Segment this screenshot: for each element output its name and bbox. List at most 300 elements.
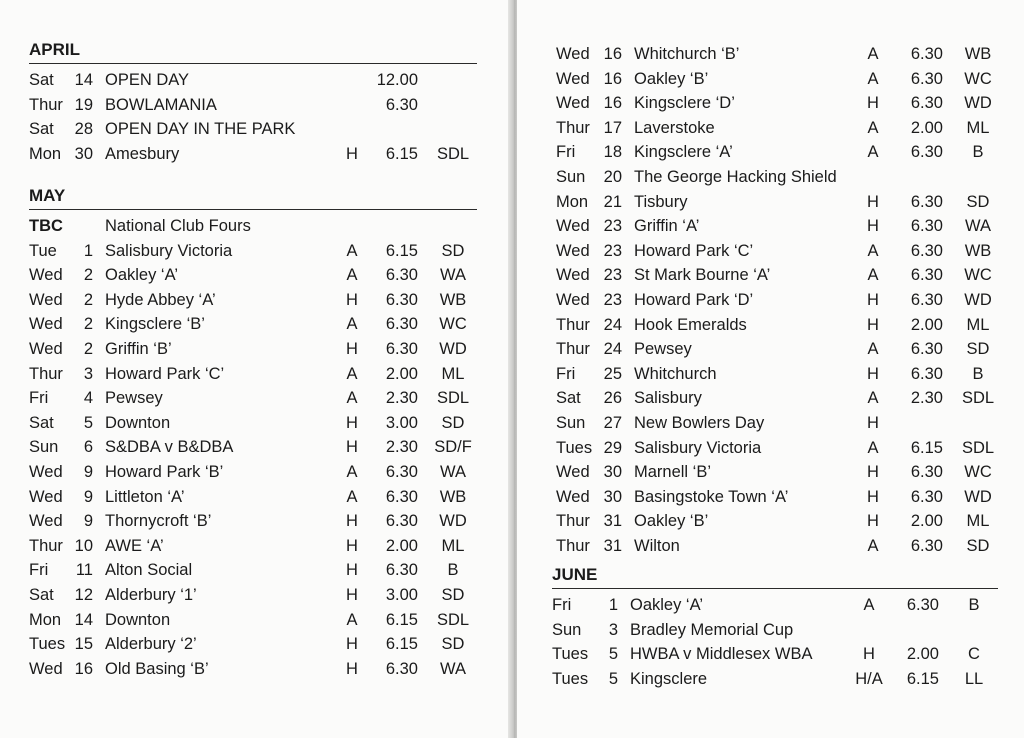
fixture-time: 6.30 <box>385 512 418 531</box>
fixture-row <box>556 509 1016 534</box>
fixture-day: Fri <box>556 143 576 162</box>
fixture-code: WD <box>964 290 992 309</box>
fixture-opponent: Kingsclere ‘A’ <box>634 143 733 162</box>
right-page <box>517 0 1024 738</box>
fixture-date: 16 <box>74 659 93 678</box>
fixture-code: WB <box>964 45 992 63</box>
fixture-date: 29 <box>603 438 622 457</box>
heading-rule <box>29 209 477 210</box>
fixture-day: Wed <box>29 462 63 481</box>
fixture-code: ML <box>441 536 465 555</box>
fixture-time: 6.30 <box>385 266 418 285</box>
fixture-day: Tue <box>29 241 57 260</box>
fixture-row <box>29 558 477 583</box>
fixture-date: 31 <box>603 536 622 555</box>
fixture-venue: H <box>346 438 358 457</box>
fixture-code: LL <box>964 669 984 688</box>
fixture-venue: A <box>346 364 358 383</box>
fixture-day: Thur <box>556 118 590 137</box>
fixture-time: 6.30 <box>385 95 418 114</box>
fixture-row <box>29 608 477 633</box>
fixture-row <box>556 91 1016 116</box>
fixture-day: Tues <box>552 645 589 664</box>
fixture-code: WD <box>439 339 467 358</box>
fixture-code: SD <box>441 241 465 260</box>
fixture-row <box>29 632 477 657</box>
fixture-code: SD <box>966 536 990 555</box>
fixture-day: Wed <box>556 487 590 506</box>
fixture-code: C <box>968 645 980 664</box>
fixture-date: 30 <box>74 144 93 163</box>
fixture-opponent: Alderbury ‘2’ <box>105 635 197 654</box>
june-section <box>552 565 998 691</box>
fixture-code: WA <box>440 462 466 481</box>
fixture-code: WC <box>964 266 992 285</box>
fixture-day: Thur <box>556 536 590 555</box>
fixture-day: Wed <box>556 241 590 260</box>
fixture-time: 6.30 <box>910 290 943 309</box>
fixture-row <box>552 618 998 643</box>
fixture-time: 6.15 <box>385 144 418 163</box>
fixture-date: 24 <box>603 315 622 334</box>
fixture-day: Wed <box>29 339 63 358</box>
fixture-venue: A <box>346 462 358 481</box>
fixture-time: 6.15 <box>385 241 418 260</box>
fixture-time: 2.00 <box>910 512 943 531</box>
fixture-row <box>556 534 1016 559</box>
fixture-code: SDL <box>961 389 995 408</box>
fixture-venue: H <box>346 413 358 432</box>
fixture-day: Wed <box>556 266 590 285</box>
fixture-time: 2.00 <box>385 364 418 383</box>
fixture-day: Wed <box>29 315 63 334</box>
fixture-date: 25 <box>603 364 622 383</box>
fixture-day: Sat <box>556 389 581 408</box>
section-heading: JUNE <box>552 565 598 584</box>
fixture-opponent: Griffin ‘B’ <box>105 339 172 358</box>
fixture-day: Sun <box>556 167 586 186</box>
fixture-row <box>29 117 477 142</box>
fixture-time: 6.30 <box>385 339 418 358</box>
fixture-opponent: Howard Park ‘D’ <box>634 290 754 309</box>
fixture-opponent: Basingstoke Town ‘A’ <box>634 487 789 506</box>
fixture-code: SD <box>441 635 465 654</box>
fixture-day: Wed <box>29 512 63 531</box>
fixture-venue: H <box>346 635 358 654</box>
fixture-row <box>556 140 1016 165</box>
fixture-opponent: The George Hacking Shield <box>634 167 837 186</box>
fixture-day: Wed <box>556 290 590 309</box>
fixture-day: TBC <box>29 217 63 235</box>
fixture-code: SD <box>441 413 465 432</box>
fixture-date: 17 <box>603 118 622 137</box>
fixture-opponent: Oakley ‘B’ <box>634 69 709 88</box>
fixture-code: SDL <box>436 610 470 629</box>
fixture-time: 6.15 <box>910 438 943 457</box>
fixture-venue: H <box>346 339 358 358</box>
fixture-venue: A <box>867 143 879 162</box>
fixture-date: 11 <box>75 561 93 580</box>
fixture-row <box>29 657 477 682</box>
fixture-date: 9 <box>83 487 93 506</box>
fixture-list <box>556 42 1016 558</box>
fixture-day: Sun <box>552 620 582 639</box>
fixture-row <box>556 116 1016 141</box>
fixture-venue: A <box>867 536 879 555</box>
fixture-opponent: BOWLAMANIA <box>105 95 217 114</box>
fixture-opponent: Littleton ‘A’ <box>105 487 185 506</box>
fixture-day: Tues <box>29 635 66 654</box>
fixture-day: Wed <box>556 217 590 236</box>
fixture-venue: H <box>863 645 875 664</box>
fixture-date: 31 <box>603 512 622 531</box>
fixture-venue: H <box>346 561 358 580</box>
fixture-date: 23 <box>603 290 622 309</box>
fixture-time: 2.00 <box>910 118 943 137</box>
may-section <box>29 186 477 681</box>
fixture-date: 2 <box>83 339 93 358</box>
fixture-code: B <box>968 596 980 614</box>
fixture-row <box>29 214 477 239</box>
fixture-venue: A <box>346 487 358 506</box>
fixture-opponent: OPEN DAY IN THE PARK <box>105 120 296 139</box>
fixture-row <box>29 288 477 313</box>
fixture-time: 6.30 <box>910 266 943 285</box>
fixture-day: Mon <box>29 144 62 163</box>
fixture-list <box>29 68 477 166</box>
fixture-date: 2 <box>83 266 93 285</box>
fixture-date: 14 <box>74 71 93 89</box>
fixture-date: 3 <box>608 620 618 639</box>
fixture-time: 6.30 <box>910 94 943 113</box>
fixture-time: 6.30 <box>910 217 943 236</box>
fixture-time: 6.30 <box>910 69 943 88</box>
fixture-time: 6.15 <box>906 669 939 688</box>
fixture-time: 2.30 <box>385 438 418 457</box>
fixture-time: 6.15 <box>385 635 418 654</box>
fixture-opponent: National Club Fours <box>105 217 251 235</box>
fixture-row <box>29 583 477 608</box>
fixture-date: 20 <box>603 167 622 186</box>
fixture-code: WB <box>439 487 467 506</box>
fixture-opponent: Salisbury Victoria <box>634 438 762 457</box>
fixture-row <box>29 142 477 167</box>
fixture-day: Thur <box>556 512 590 531</box>
fixture-time: 2.00 <box>910 315 943 334</box>
fixture-opponent: Salisbury Victoria <box>105 241 233 260</box>
fixture-code: ML <box>966 512 990 531</box>
fixture-day: Wed <box>29 487 63 506</box>
fixture-opponent: St Mark Bourne ‘A’ <box>634 266 771 285</box>
fixture-opponent: Howard Park ‘B’ <box>105 462 224 481</box>
fixture-opponent: Alderbury ‘1’ <box>105 585 197 604</box>
fixture-opponent: New Bowlers Day <box>634 413 765 432</box>
fixture-opponent: Thornycroft ‘B’ <box>105 512 212 531</box>
fixture-code: B <box>972 143 984 162</box>
fixture-venue: A <box>867 389 879 408</box>
fixture-day: Fri <box>29 389 49 408</box>
fixture-code: SD/F <box>434 438 472 457</box>
fixture-opponent: Griffin ‘A’ <box>634 217 700 236</box>
fixture-day: Thur <box>29 364 63 383</box>
fixture-opponent: Salisbury <box>634 389 702 408</box>
fixture-day: Wed <box>556 45 590 63</box>
fixture-row <box>29 435 477 460</box>
fixture-row <box>556 263 1016 288</box>
fixture-date: 5 <box>83 413 93 432</box>
fixture-row <box>29 263 477 288</box>
fixture-row <box>29 485 477 510</box>
fixture-row <box>29 509 477 534</box>
fixture-date: 30 <box>603 487 622 506</box>
fixture-row <box>29 386 477 411</box>
fixture-opponent: Alton Social <box>105 561 193 580</box>
fixture-opponent: Bradley Memorial Cup <box>630 620 794 639</box>
fixture-venue: H <box>867 290 879 309</box>
fixture-time: 6.30 <box>910 463 943 482</box>
fixture-venue: A <box>867 45 879 63</box>
fixture-code: WC <box>964 69 992 88</box>
fixture-day: Wed <box>29 290 63 309</box>
fixture-time: 6.30 <box>385 462 418 481</box>
fixture-opponent: S&DBA v B&DBA <box>105 438 234 457</box>
fixture-date: 6 <box>83 438 93 457</box>
fixture-date: 9 <box>83 512 93 531</box>
may-continued-section <box>556 42 1016 558</box>
fixture-venue: A <box>346 266 358 285</box>
fixture-row <box>29 337 477 362</box>
fixture-time: 2.00 <box>906 645 939 664</box>
fixture-venue: H <box>346 659 358 678</box>
fixture-row <box>29 411 477 436</box>
fixture-date: 16 <box>603 94 622 113</box>
fixture-day: Sat <box>29 71 54 89</box>
fixture-code: SDL <box>961 438 995 457</box>
fixture-row <box>556 165 1016 190</box>
fixture-venue: A <box>346 610 358 629</box>
fixture-code: WD <box>964 94 992 113</box>
fixture-code: ML <box>441 364 465 383</box>
fixture-opponent: Kingsclere ‘B’ <box>105 315 205 334</box>
fixture-row <box>556 411 1016 436</box>
fixture-day: Wed <box>556 94 590 113</box>
fixture-date: 23 <box>603 266 622 285</box>
fixture-venue: H <box>867 487 879 506</box>
fixture-code: WA <box>440 659 466 678</box>
fixture-opponent: Hyde Abbey ‘A’ <box>105 290 216 309</box>
fixture-time: 6.15 <box>385 610 418 629</box>
fixture-time: 2.00 <box>385 536 418 555</box>
fixture-date: 16 <box>603 45 622 63</box>
fixture-date: 28 <box>74 120 93 139</box>
fixture-opponent: Howard Park ‘C’ <box>634 241 754 260</box>
fixture-date: 5 <box>608 669 618 688</box>
fixture-row <box>29 93 477 118</box>
fixture-day: Mon <box>29 610 62 629</box>
fixture-day: Fri <box>556 364 576 383</box>
fixture-opponent: Downton <box>105 413 171 432</box>
section-heading: MAY <box>29 186 66 205</box>
fixture-row <box>552 642 998 667</box>
fixture-row <box>29 68 477 93</box>
fixture-date: 12 <box>74 585 93 604</box>
fixture-opponent: Whitchurch <box>634 364 717 383</box>
fixture-opponent: Kingsclere <box>630 669 708 688</box>
fixture-time: 6.30 <box>385 659 418 678</box>
fixture-venue: A <box>863 596 875 614</box>
fixture-code: SD <box>441 585 465 604</box>
fixture-row <box>556 67 1016 92</box>
fixture-row <box>556 190 1016 215</box>
fixture-code: B <box>972 364 984 383</box>
fixture-venue: H <box>867 315 879 334</box>
fixture-row <box>556 288 1016 313</box>
fixture-date: 26 <box>603 389 622 408</box>
fixture-opponent: Tisbury <box>634 192 688 211</box>
fixture-code: WC <box>964 463 992 482</box>
fixture-row <box>556 214 1016 239</box>
fixture-opponent: Oakley ‘B’ <box>634 512 709 531</box>
fixture-date: 3 <box>83 364 93 383</box>
fixture-venue: H <box>867 463 879 482</box>
fixture-row <box>552 593 998 618</box>
fixture-row <box>556 313 1016 338</box>
fixture-venue: H <box>867 512 879 531</box>
fixture-row <box>556 337 1016 362</box>
fixture-time: 3.00 <box>385 413 418 432</box>
fixture-date: 10 <box>74 536 93 555</box>
fixture-date: 24 <box>603 340 622 359</box>
section-heading: APRIL <box>29 40 80 59</box>
fixture-venue: A <box>346 389 358 408</box>
fixture-date: 14 <box>74 610 93 629</box>
fixture-opponent: Amesbury <box>105 144 180 163</box>
fixture-row <box>29 239 477 264</box>
fixture-date: 5 <box>608 645 618 664</box>
fixture-day: Fri <box>29 561 49 580</box>
fixture-code: SDL <box>436 144 470 163</box>
fixture-date: 9 <box>83 462 93 481</box>
fixture-day: Wed <box>556 69 590 88</box>
fixture-date: 16 <box>603 69 622 88</box>
fixture-day: Wed <box>29 266 63 285</box>
fixture-day: Wed <box>29 659 63 678</box>
fixture-day: Thur <box>556 340 590 359</box>
fixture-venue: H <box>346 585 358 604</box>
fixture-time: 6.30 <box>910 536 943 555</box>
fixture-venue: A <box>867 118 879 137</box>
fixture-code: SD <box>966 340 990 359</box>
fixture-date: 18 <box>603 143 622 162</box>
fixture-date: 23 <box>603 241 622 260</box>
fixture-day: Sat <box>29 120 54 139</box>
fixture-venue: H/A <box>855 669 883 688</box>
fixture-venue: H <box>867 94 879 113</box>
fixture-venue: A <box>867 266 879 285</box>
fixture-venue: H <box>867 192 879 211</box>
fixture-row <box>556 460 1016 485</box>
fixture-time: 6.30 <box>385 561 418 580</box>
fixture-venue: H <box>867 217 879 236</box>
fixture-date: 2 <box>83 290 93 309</box>
fixture-time: 6.30 <box>385 290 418 309</box>
fixture-day: Thur <box>29 536 63 555</box>
fixture-day: Mon <box>556 192 589 211</box>
fixture-time: 6.30 <box>385 315 418 334</box>
fixture-row <box>556 436 1016 461</box>
fixture-opponent: Whitchurch ‘B’ <box>634 45 740 63</box>
fixture-date: 23 <box>603 217 622 236</box>
fixture-time: 6.30 <box>910 45 943 63</box>
fixture-time: 6.30 <box>385 487 418 506</box>
fixture-day: Sun <box>29 438 59 457</box>
fixture-venue: A <box>346 315 358 334</box>
fixture-row <box>29 312 477 337</box>
fixture-date: 15 <box>74 635 93 654</box>
fixture-venue: A <box>867 340 879 359</box>
fixture-date: 30 <box>603 463 622 482</box>
fixture-code: WB <box>964 241 992 260</box>
fixture-time: 6.30 <box>910 340 943 359</box>
heading-rule <box>29 63 477 64</box>
fixture-time: 6.30 <box>910 487 943 506</box>
fixture-row <box>556 239 1016 264</box>
fixture-opponent: Wilton <box>634 536 680 555</box>
fixture-opponent: Pewsey <box>105 389 163 408</box>
fixture-code: WA <box>440 266 466 285</box>
fixture-date: 19 <box>74 95 93 114</box>
fixture-time: 6.30 <box>906 596 939 614</box>
fixture-day: Thur <box>556 315 590 334</box>
fixture-opponent: OPEN DAY <box>105 71 190 89</box>
fixture-list <box>29 214 477 681</box>
fixture-opponent: Laverstoke <box>634 118 715 137</box>
fixture-venue: A <box>867 69 879 88</box>
fixture-code: SDL <box>436 389 470 408</box>
fixture-time: 12.00 <box>376 71 418 89</box>
fixture-row <box>29 460 477 485</box>
fixture-code: WD <box>439 512 467 531</box>
april-section <box>29 40 477 166</box>
fixture-venue: H <box>867 413 879 432</box>
fixture-venue: H <box>346 290 358 309</box>
fixture-date: 1 <box>83 241 93 260</box>
fixture-code: WA <box>965 217 991 236</box>
fixture-opponent: Oakley ‘A’ <box>105 266 179 285</box>
fixture-row <box>29 534 477 559</box>
fixture-venue: H <box>346 512 358 531</box>
fixture-opponent: Downton <box>105 610 171 629</box>
fixture-day: Thur <box>29 95 63 114</box>
fixture-opponent: Pewsey <box>634 340 692 359</box>
fixture-opponent: HWBA v Middlesex WBA <box>630 645 813 664</box>
fixture-opponent: Hook Emeralds <box>634 315 747 334</box>
fixture-row <box>556 386 1016 411</box>
fixture-opponent: Howard Park ‘C’ <box>105 364 225 383</box>
fixture-code: WB <box>439 290 467 309</box>
fixture-time: 2.30 <box>910 389 943 408</box>
fixture-venue: A <box>867 241 879 260</box>
fixture-date: 4 <box>83 389 93 408</box>
fixture-opponent: Old Basing ‘B’ <box>105 659 209 678</box>
fixture-day: Sun <box>556 413 586 432</box>
fixture-time: 3.00 <box>385 585 418 604</box>
fixture-date: 21 <box>603 192 622 211</box>
fixture-venue: H <box>867 364 879 383</box>
fixture-venue: H <box>346 536 358 555</box>
fixture-time: 6.30 <box>910 364 943 383</box>
fixture-date: 2 <box>83 315 93 334</box>
